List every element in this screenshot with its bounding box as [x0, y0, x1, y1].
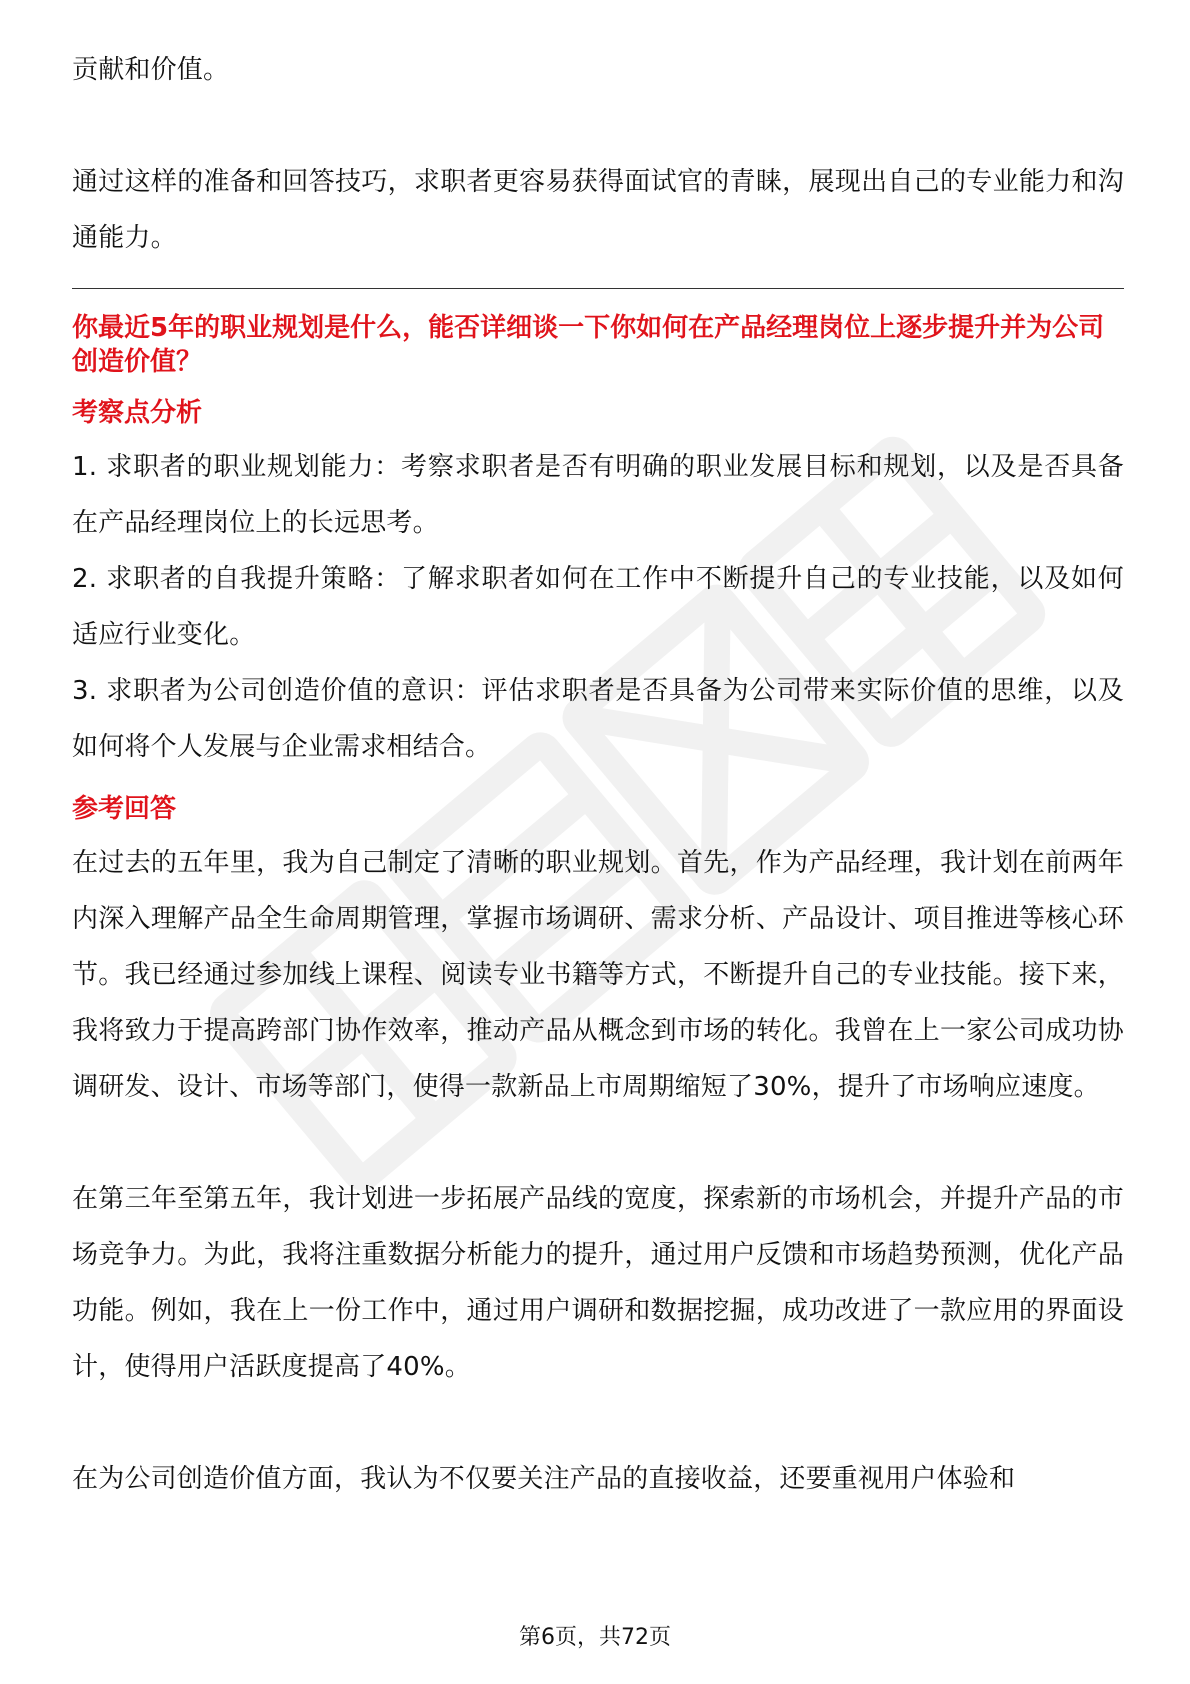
analysis-item: 3. 求职者为公司创造价值的意识：评估求职者是否具备为公司带来实际价值的思维，以及如何将个人发展与企业需求相结合。: [72, 676, 1124, 762]
paragraph-continuation: 贡献和价值。: [72, 55, 230, 85]
analysis-item: 2. 求职者的自我提升策略：了解求职者如何在工作中不断提升自己的专业技能，以及如何适应行业变化。: [72, 564, 1124, 650]
page-number-footer: 第6页，共72页: [519, 1625, 671, 1650]
answer-paragraph: 在第三年至第五年，我计划进一步拓展产品线的宽度，探索新的市场机会，并提升产品的市场竞争力。为此，我将注重数据分析能力的提升，通过用户反馈和市场趋势预测，优化产品功能。例如，我在上一份工作中，通过用户调研和数据挖掘，成功改进了一款应用的界面设计，使得用户活跃度提高了40%。: [72, 1184, 1124, 1382]
answer-paragraph: 在过去的五年里，我为自己制定了清晰的职业规划。首先，作为产品经理，我计划在前两年内深入理解产品全生命周期管理，掌握市场调研、需求分析、产品设计、项目推进等核心环节。我已经通过参加线上课程、阅读专业书籍等方式，不断提升自己的专业技能。接下来，我将致力于提高跨部门协作效率，推动产品从概念到市场的转化。我曾在上一家公司成功协调研发、设计、市场等部门，使得一款新品上市周期缩短了30%，提升了市场响应速度。: [72, 848, 1124, 1102]
page-content: [72, 42, 1124, 1507]
interview-question: 你最近5年的职业规划是什么，能否详细谈一下你如何在产品经理岗位上逐步提升并为公司创造价值？: [72, 313, 1105, 377]
paragraph-summary: 通过这样的准备和回答技巧，求职者更容易获得面试官的青睐，展现出自己的专业能力和沟通能力。: [72, 167, 1124, 253]
answer-heading: 参考回答: [72, 794, 177, 824]
analysis-item: 1. 求职者的职业规划能力：考察求职者是否有明确的职业发展目标和规划，以及是否具备在产品经理岗位上的长远思考。: [72, 452, 1124, 538]
analysis-heading: 考察点分析: [72, 398, 203, 428]
section-divider: [72, 288, 1124, 289]
answer-paragraph: 在为公司创造价值方面，我认为不仅要关注产品的直接收益，还要重视用户体验和: [72, 1464, 1016, 1494]
